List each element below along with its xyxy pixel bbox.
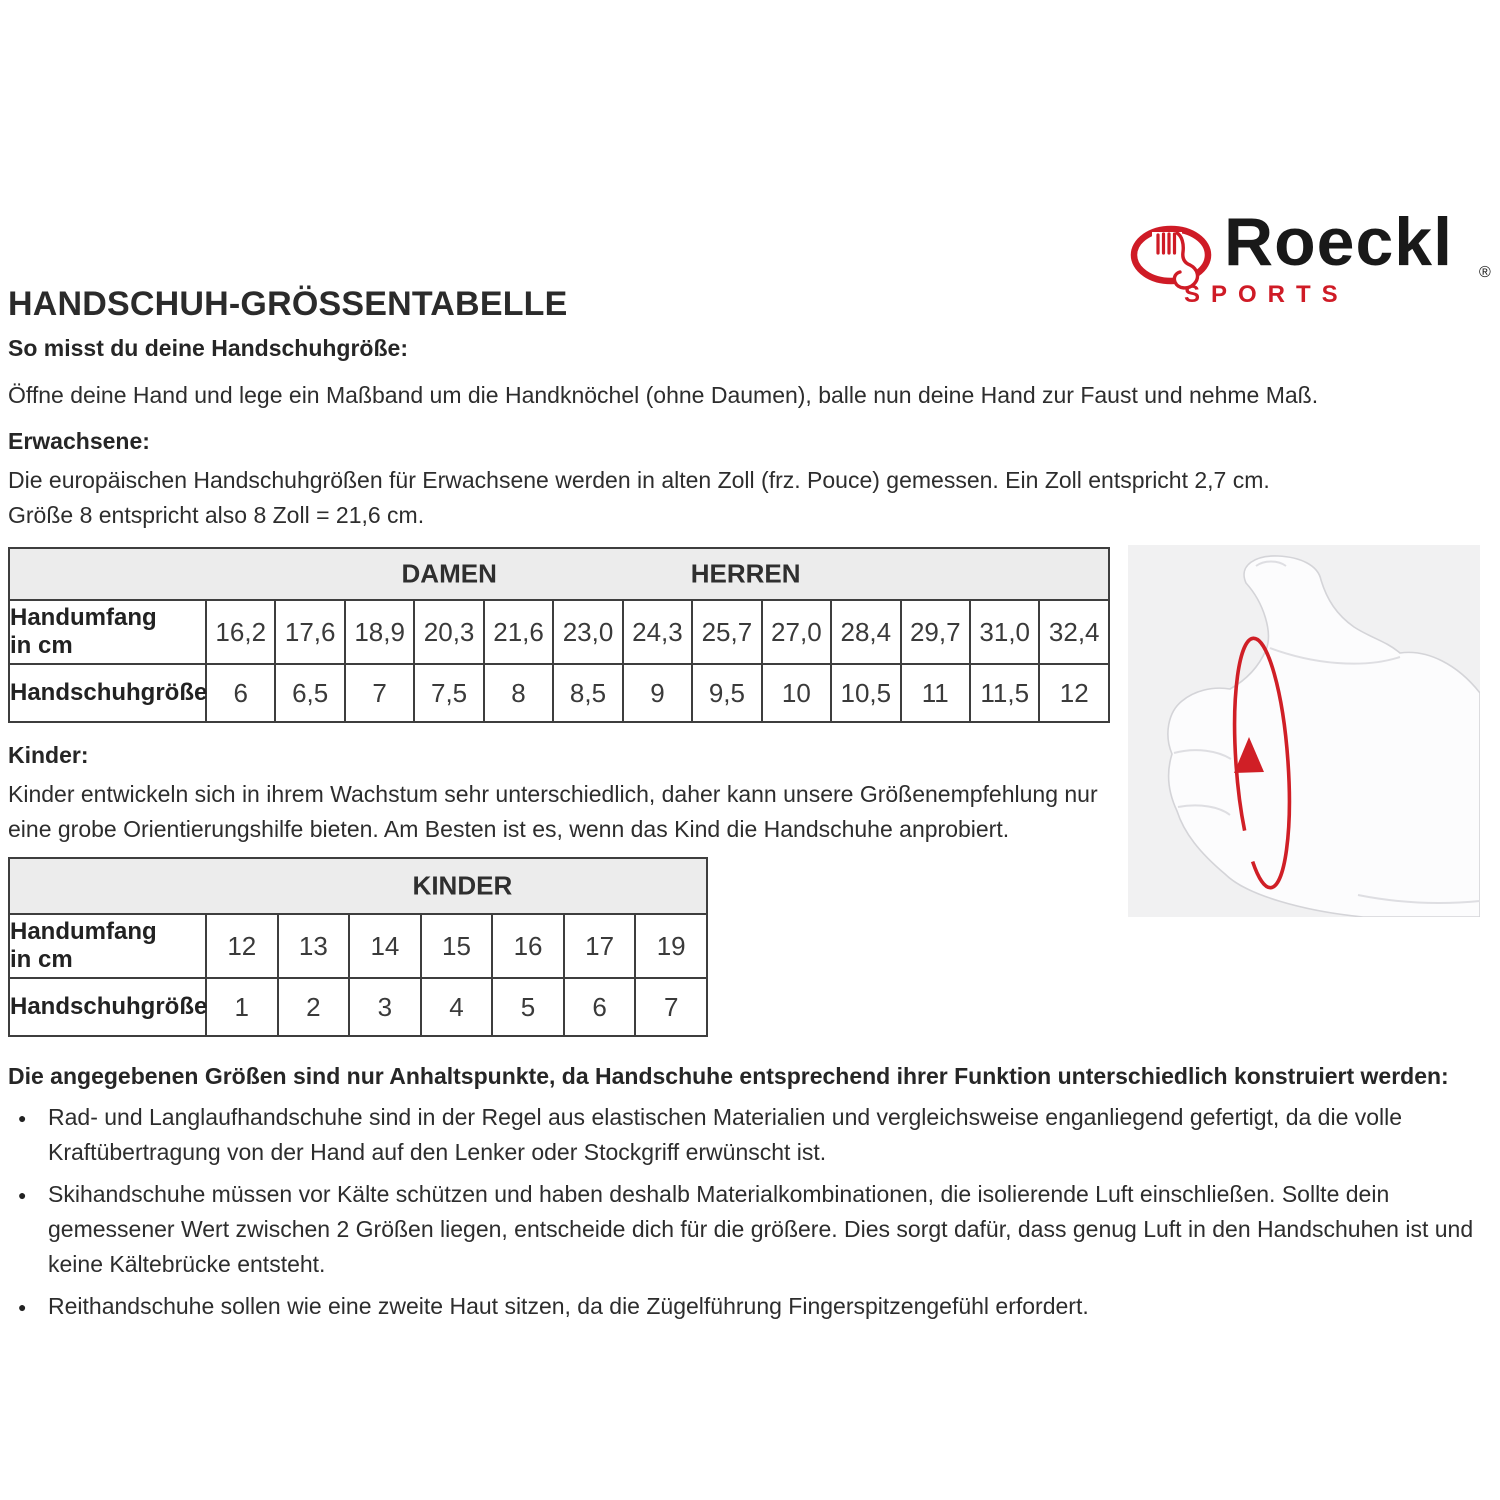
- kids-size-row: [9, 978, 707, 1036]
- table-cell: 1: [206, 978, 278, 1036]
- table-cell: 3: [349, 978, 421, 1036]
- table-cell: 5: [492, 978, 564, 1036]
- table-cell: 19: [635, 914, 707, 978]
- table-cell: 16,2: [206, 600, 275, 664]
- table-cell: 12: [1039, 664, 1109, 722]
- adult-size-row: [9, 664, 1109, 722]
- table-cell: 6,5: [275, 664, 344, 722]
- table-cell: 25,7: [692, 600, 761, 664]
- table-cell: 31,0: [970, 600, 1039, 664]
- logo-subtitle: SPORTS: [1184, 281, 1349, 308]
- adult-circumference-row: [9, 600, 1109, 664]
- circumference-row-label: Handumfang in cm: [9, 914, 206, 978]
- table-cell: 32,4: [1039, 600, 1109, 664]
- adult-group-row: [9, 548, 1109, 600]
- table-cell: 10: [762, 664, 831, 722]
- table-cell: 6: [206, 664, 275, 722]
- table-cell: 18,9: [345, 600, 414, 664]
- roeckl-logo: [1128, 204, 1494, 318]
- measure-text: Öffne deine Hand und lege ein Maßband um die Handknöchel (ohne Daumen), balle nun deine Hand zur Faust und nehme Maß.: [8, 382, 1319, 408]
- table-cell: 15: [421, 914, 493, 978]
- registered-trademark-icon: ®: [1479, 264, 1491, 281]
- kids-group-header: [9, 858, 707, 914]
- table-cell: 11,5: [970, 664, 1039, 722]
- adults-line2: Größe 8 entspricht also 8 Zoll = 21,6 cm.: [8, 502, 425, 528]
- table-cell: 23,0: [553, 600, 622, 664]
- measure-heading: So misst du deine Handschuhgröße:: [8, 335, 408, 361]
- table-cell: 14: [349, 914, 421, 978]
- kinder-group-label: KINDER: [412, 870, 513, 901]
- table-cell: 4: [421, 978, 493, 1036]
- table-cell: 13: [278, 914, 350, 978]
- size-row-label: Handschuhgröße: [9, 664, 206, 722]
- table-cell: 29,7: [901, 600, 970, 664]
- size-row-label: Handschuhgröße: [9, 978, 206, 1036]
- table-cell: 11: [901, 664, 970, 722]
- table-cell: 7: [345, 664, 414, 722]
- table-cell: 8,5: [553, 664, 622, 722]
- note-item: ● Rad- und Langlaufhandschuhe sind in der Regel aus elastischen Materialien und vergleichsweise enganliegend gefertigt, da die volle Kraftübertragung von der Hand auf den Lenker oder Stockgriff erwünscht ist.: [8, 1100, 1496, 1170]
- kids-size-table: [8, 857, 708, 1037]
- table-cell: 12: [206, 914, 278, 978]
- table-cell: 7: [635, 978, 707, 1036]
- adult-group-header: [9, 548, 1109, 600]
- table-cell: 9: [623, 664, 692, 722]
- table-cell: 9,5: [692, 664, 761, 722]
- table-cell: 24,3: [623, 600, 692, 664]
- adults-paragraph: [8, 463, 1488, 533]
- table-cell: 2: [278, 978, 350, 1036]
- table-cell: 8: [484, 664, 553, 722]
- kids-group-row: [9, 858, 707, 914]
- kids-circumference-row: [9, 914, 707, 978]
- adult-size-table: [8, 547, 1110, 723]
- table-cell: 20,3: [414, 600, 483, 664]
- adults-line1: Die europäischen Handschuhgrößen für Erwachsene werden in alten Zoll (frz. Pouce) gemessen. Ein Zoll entspricht 2,7 cm.: [8, 467, 1270, 493]
- table-cell: 6: [564, 978, 636, 1036]
- table-cell: 7,5: [414, 664, 483, 722]
- table-cell: 10,5: [831, 664, 900, 722]
- kids-heading: Kinder:: [8, 742, 89, 768]
- page-title: HANDSCHUH-GRÖSSENTABELLE: [8, 284, 568, 323]
- table-cell: 28,4: [831, 600, 900, 664]
- note-item: ● Skihandschuhe müssen vor Kälte schützen und haben deshalb Materialkombinationen, die isolierende Luft einschließen. Sollte dein gemessener Wert zwischen 2 Größen liegen, entscheide dich für die größere. Dies sorgt dafür, dass genug Luft in den Handschuhen ist und keine Kältebrücke entsteht.: [8, 1177, 1496, 1282]
- table-cell: 21,6: [484, 600, 553, 664]
- logo-brand-text: Roeckl: [1224, 204, 1453, 280]
- kids-paragraph: Kinder entwickeln sich in ihrem Wachstum sehr unterschiedlich, daher kann unsere Größenempfehlung nur eine grobe Orientierungshilfe bieten. Am Besten ist es, wenn das Kind die Handschuhe anprobiert.: [8, 781, 1098, 842]
- table-cell: 27,0: [762, 600, 831, 664]
- circumference-row-label: Handumfang in cm: [9, 600, 206, 664]
- table-cell: 17: [564, 914, 636, 978]
- hand-measure-illustration: [1128, 545, 1480, 917]
- adults-heading: Erwachsene:: [8, 428, 150, 454]
- table-cell: 17,6: [275, 600, 344, 664]
- note-item: ● Reithandschuhe sollen wie eine zweite Haut sitzen, da die Zügelführung Fingerspitzengefühl erfordert.: [8, 1289, 1496, 1324]
- damen-group-label: DAMEN: [401, 558, 497, 589]
- notes-heading: Die angegebenen Größen sind nur Anhaltspunkte, da Handschuhe entsprechend ihrer Funktion unterschiedlich konstruiert werden:: [8, 1063, 1449, 1089]
- notes-list: [8, 1100, 1496, 1331]
- herren-group-label: HERREN: [690, 558, 801, 589]
- table-cell: 16: [492, 914, 564, 978]
